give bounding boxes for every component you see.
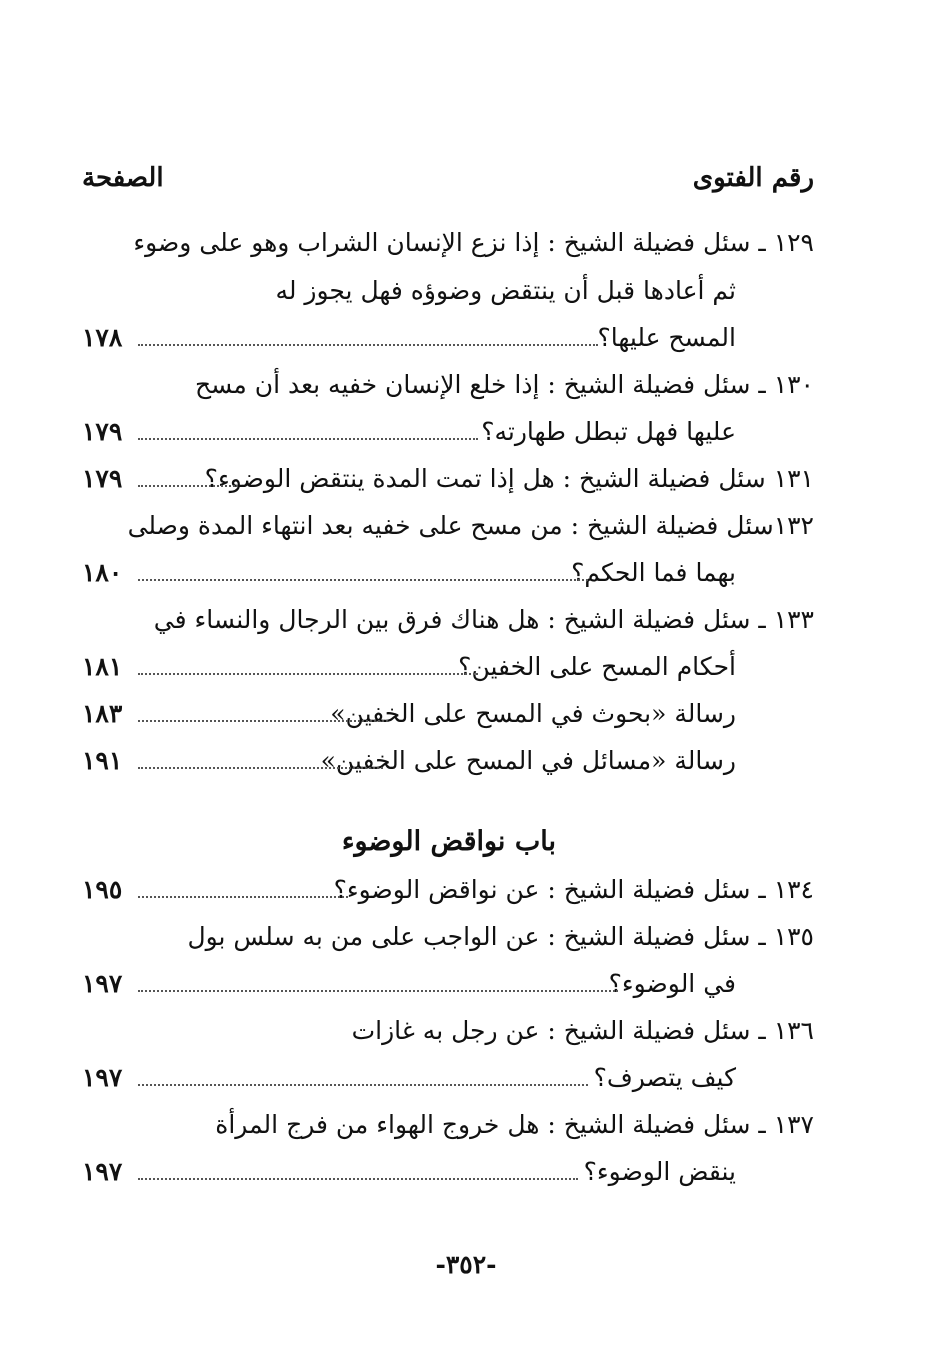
dot-leader [138,579,588,581]
dot-leader [138,720,388,722]
toc-entry-line: بهما فما الحكم؟ [571,558,736,587]
toc-page-number: ١٩٧ [82,969,123,998]
toc-entry-line: ١٢٩ ـ سئل فضيلة الشيخ : إذا نزع الإنسان الشراب وهو على وضوء [133,228,814,257]
column-header-page: الصفحة [82,163,164,193]
toc-entry-line: ١٣٤ ـ سئل فضيلة الشيخ : عن نواقض الوضوء؟ [333,875,814,904]
page-number-footer: -٣٥٢- [435,1250,497,1279]
toc-page-number: ١٩٥ [82,875,123,904]
dot-leader [138,485,238,487]
toc-entry-line: ثم أعادها قبل أن ينتقض وضوؤه فهل يجوز له [275,276,736,305]
dot-leader [138,1178,578,1180]
dot-leader [138,767,383,769]
toc-entry-line: المسح عليها؟ [597,323,736,352]
toc-page-number: ١٩١ [82,746,123,775]
toc-page-number: ١٧٨ [82,323,123,352]
toc-entry-line: في الوضوء؟ [608,969,736,998]
dot-leader [138,344,598,346]
toc-page-number: ١٧٩ [82,464,123,493]
section-title: باب نواقض الوضوء [341,826,556,857]
toc-entry-line: ١٣٥ ـ سئل فضيلة الشيخ : عن الواجب على من به سلس بول [187,922,814,951]
toc-entry-line: كيف يتصرف؟ [593,1063,736,1092]
toc-entry-line: ١٣٦ ـ سئل فضيلة الشيخ : عن رجل به غازات [351,1016,814,1045]
toc-page-number: ١٨٣ [82,699,123,728]
toc-entry-line: أحكام المسح على الخفين؟ [458,652,736,681]
toc-page-number: ١٨١ [82,652,123,681]
toc-entry-line: ١٣٠ ـ سئل فضيلة الشيخ : إذا خلع الإنسان خفيه بعد أن مسح [194,370,814,399]
dot-leader [138,896,348,898]
dot-leader [138,438,478,440]
dot-leader [138,990,618,992]
toc-page-number: ١٧٩ [82,417,123,446]
toc-entry-line: رسالة «بحوث في المسح على الخفين» [330,699,736,728]
toc-entry-line: عليها فهل تبطل طهارته؟ [481,417,736,446]
column-header-fatwa-number: رقم الفتوى [692,163,814,193]
toc-entry-line: ١٣٢سئل فضيلة الشيخ : من مسح على خفيه بعد انتهاء المدة وصلى [127,511,814,540]
toc-entry-line: ينقض الوضوء؟ [583,1157,736,1186]
toc-entry-line: ١٣٧ ـ سئل فضيلة الشيخ : هل خروج الهواء من فرج المرأة [215,1110,814,1139]
toc-entry-line: رسالة «مسائل في المسح على الخفين» [320,746,736,775]
dot-leader [138,1084,588,1086]
toc-page-number: ١٩٧ [82,1063,123,1092]
toc-entry-line: ١٣٣ ـ سئل فضيلة الشيخ : هل هناك فرق بين الرجال والنساء في [153,605,814,634]
toc-page-number: ١٩٧ [82,1157,123,1186]
toc-entry-line: ١٣١ سئل فضيلة الشيخ : هل إذا تمت المدة ينتقض الوضوء؟ [204,464,814,493]
toc-page-number: ١٨٠ [82,558,123,587]
dot-leader [138,673,478,675]
